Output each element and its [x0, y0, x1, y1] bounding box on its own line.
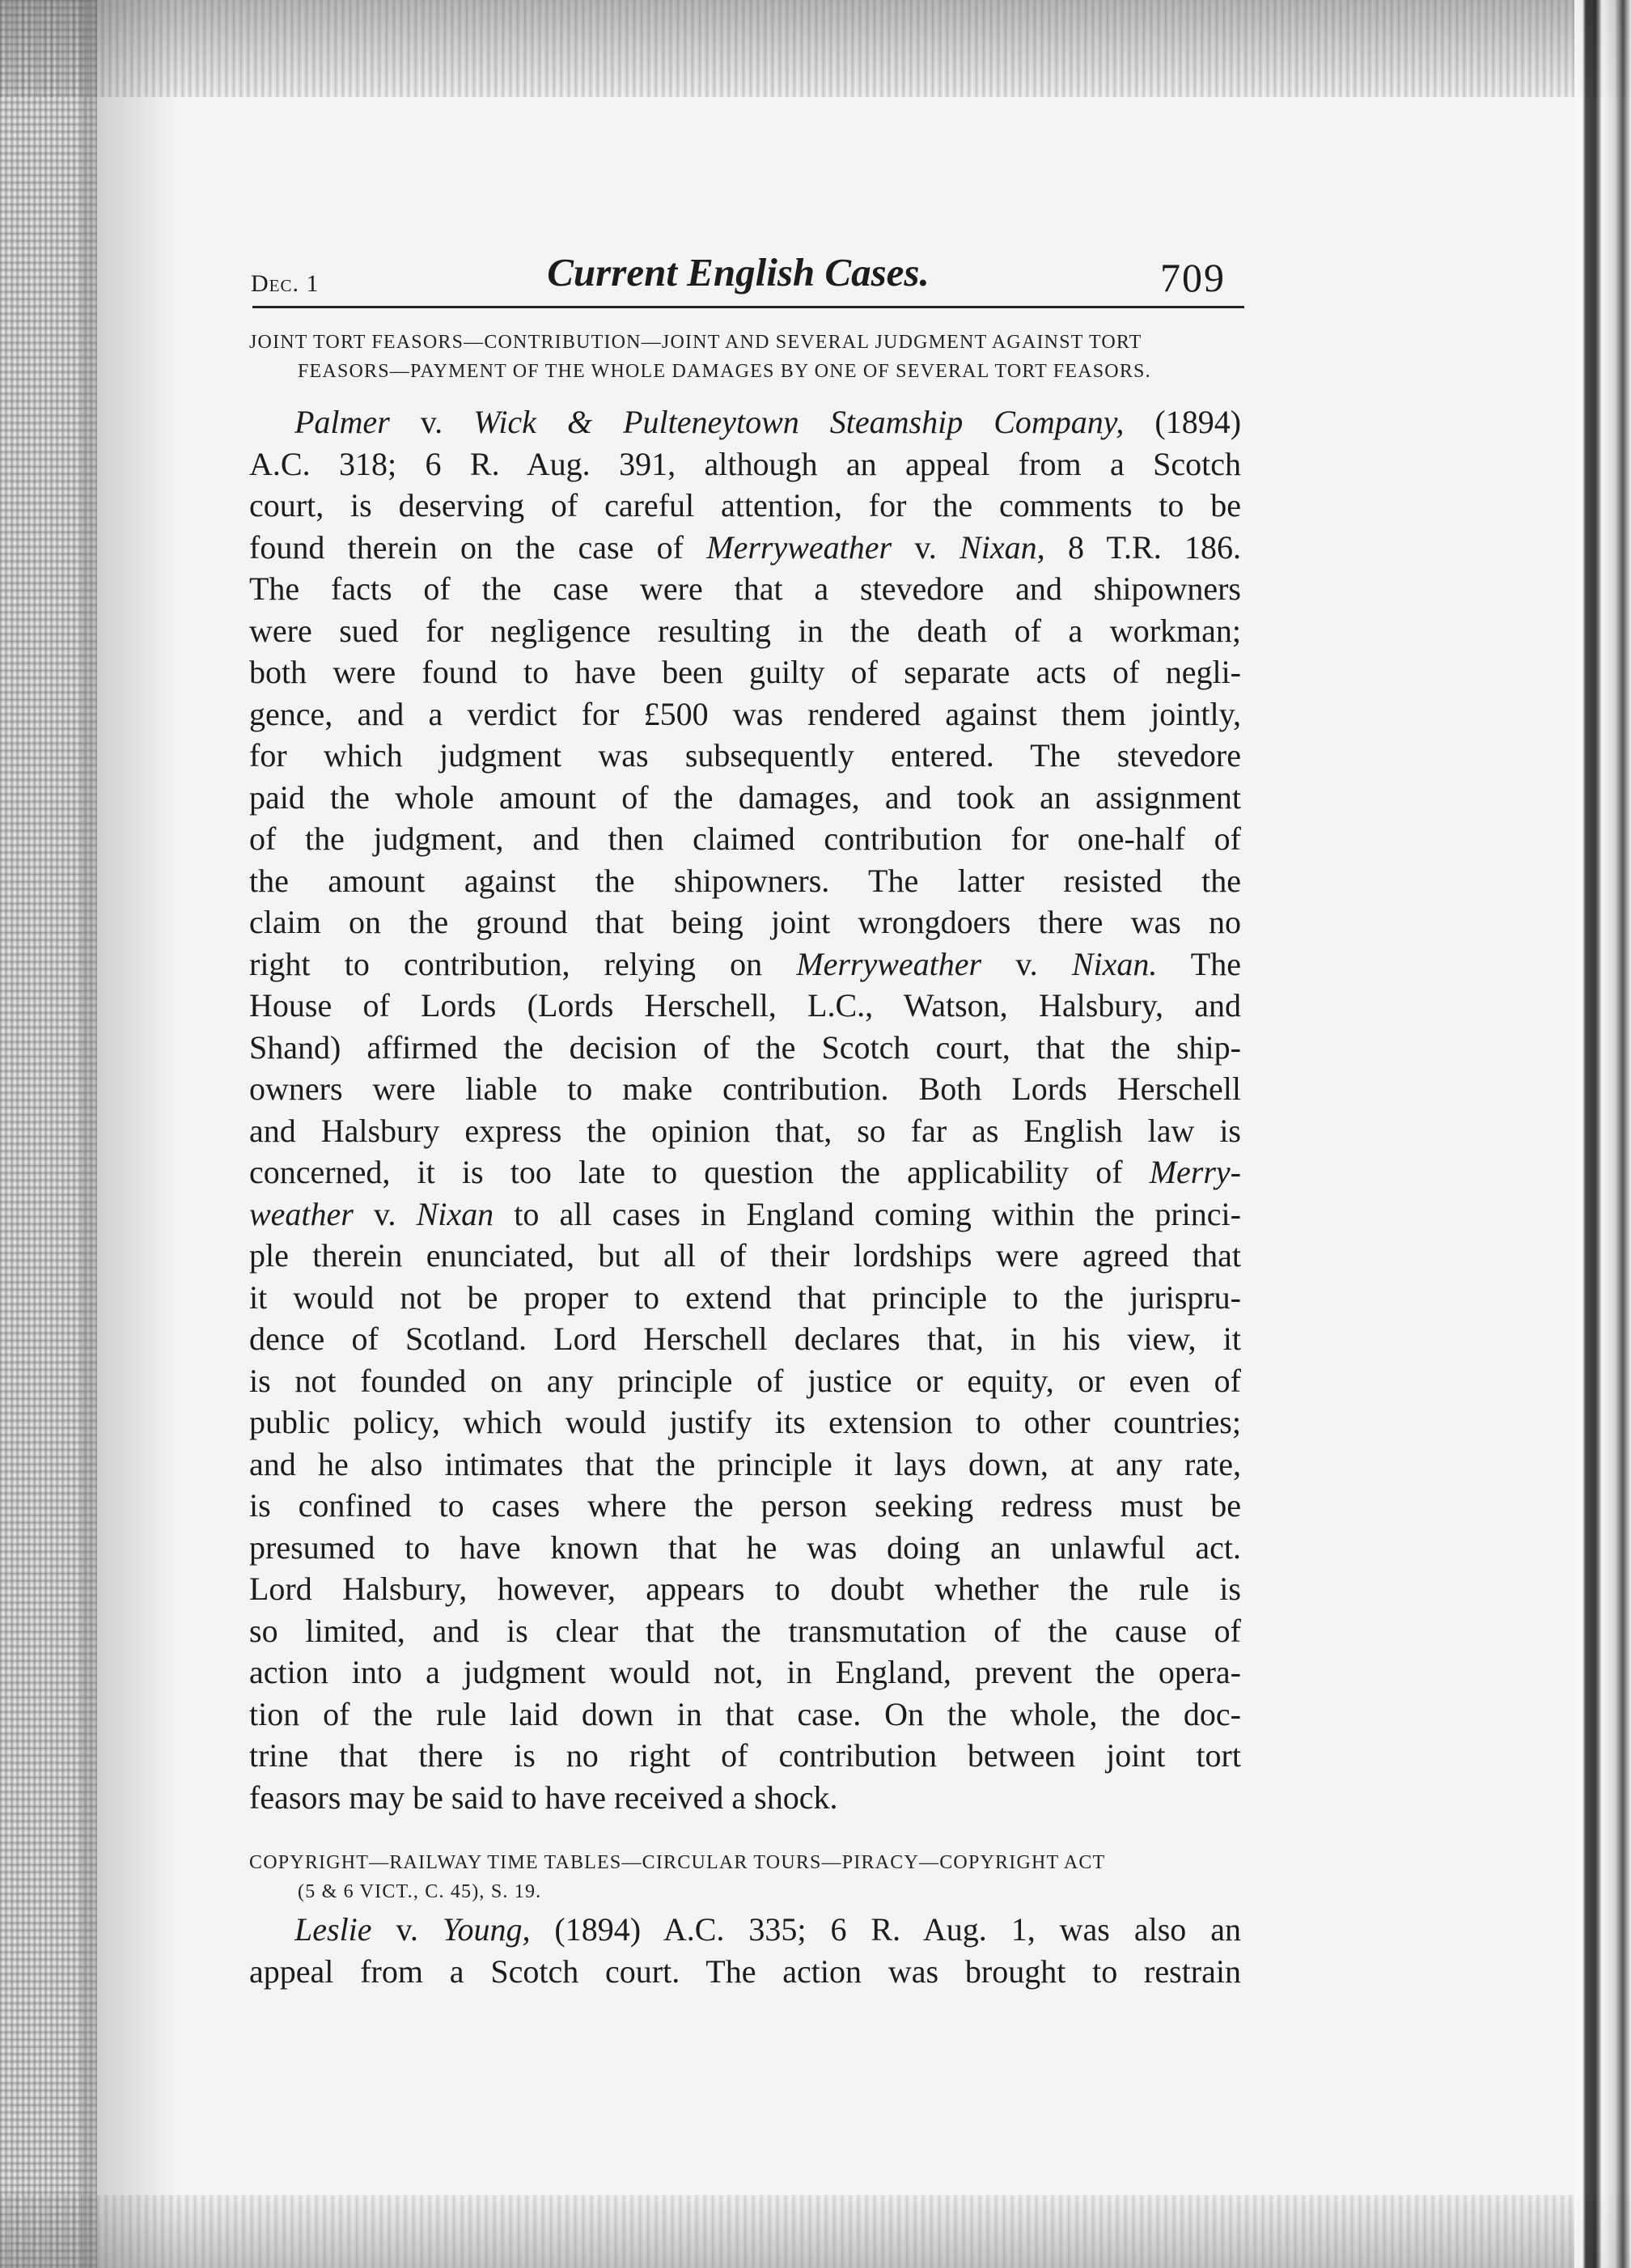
scan-edge-top: [0, 0, 1631, 97]
text-run: of the judgment, and then claimed contribution for one-half of: [249, 820, 1241, 857]
text-run: paid the whole amount of the damages, and took an assignment: [249, 778, 1241, 816]
heading-line: JOINT TORT FEASORS—CONTRIBUTION—JOINT AND SEVERAL JUDGMENT AGAINST TORT: [249, 332, 1142, 353]
case-name: Merry-: [1149, 1154, 1241, 1190]
text-line: [249, 943, 1241, 986]
text-run: and Halsbury express the opinion that, so far as English law is: [249, 1112, 1241, 1149]
text-line: [249, 1951, 1241, 1993]
paragraph-palmer-v-wick: [249, 401, 1241, 1818]
text-line: [249, 735, 1241, 777]
text-run: appeal from a Scotch court. The action was brought to restrain: [249, 1952, 1241, 1990]
text-line: [249, 1527, 1241, 1569]
text-run: The facts of the case were that a stevedore and shipowners: [249, 570, 1241, 607]
text-run: both were found to have been guilty of separate acts of negli-: [249, 654, 1241, 690]
text-line: [249, 1027, 1241, 1069]
text-run: v.: [981, 945, 1072, 982]
text-run: claim on the ground that being joint wrongdoers there was no: [249, 904, 1241, 940]
text-line: [249, 1151, 1241, 1193]
text-run: the amount against the shipowners. The latter resisted the: [249, 862, 1241, 899]
running-header: [251, 249, 1226, 306]
text-line: [249, 777, 1241, 819]
text-run: Lord Halsbury, however, appears to doubt whether the rule is: [249, 1571, 1241, 1607]
text-line: [249, 860, 1241, 902]
text-line: [249, 1568, 1241, 1610]
text-line: [249, 901, 1241, 943]
text-line: [249, 1110, 1241, 1152]
text-line: [249, 1777, 1241, 1819]
section-heading-joint-tort-feasors: [249, 328, 1244, 386]
text-line: [249, 693, 1241, 736]
case-name: Wick & Pulteneytown Steamship Company,: [473, 404, 1125, 440]
text-line: [249, 1610, 1241, 1652]
text-run: v.: [892, 528, 960, 566]
text-line: [249, 1735, 1241, 1777]
text-run: were sued for negligence resulting in the death of a workman;: [249, 612, 1241, 649]
case-name: Nixan: [416, 1195, 494, 1232]
case-name: Leslie: [294, 1911, 372, 1948]
case-name: Nixan,: [960, 528, 1045, 566]
text-run: is confined to cases where the person seeking redress must be: [249, 1487, 1241, 1524]
page-number: 709: [1160, 255, 1226, 300]
text-run: Shand) affirmed the decision of the Scotch court, that the ship-: [249, 1028, 1241, 1066]
header-date: Dec. 1: [251, 270, 320, 297]
text-run: action into a judgment would not, in England, prevent the opera-: [249, 1654, 1241, 1690]
text-line: [249, 1694, 1241, 1736]
text-run: right to contribution, relying on: [249, 945, 797, 982]
text-line: [249, 1401, 1241, 1443]
text-run: gence, and a verdict for £500 was rendered against them jointly,: [249, 695, 1241, 732]
case-name: Young,: [442, 1911, 531, 1948]
text-line: [249, 1360, 1241, 1402]
text-line: [249, 1485, 1241, 1527]
text-line: [249, 1651, 1241, 1694]
text-line: [249, 985, 1241, 1027]
scan-edge-bottom: [0, 2195, 1631, 2268]
text-run: owners were liable to make contribution. Both Lords Herschell: [249, 1070, 1241, 1107]
text-run: presumed to have known that he was doing an unlawful act.: [249, 1528, 1241, 1566]
text-run: A.C. 318; 6 R. Aug. 391, although an appeal from a Scotch: [249, 445, 1241, 482]
text-run: (1894): [1124, 404, 1242, 440]
text-line: [249, 1909, 1241, 1951]
text-run: so limited, and is clear that the transmutation of the cause of: [249, 1612, 1241, 1649]
text-run: to all cases in England coming within the princi-: [494, 1195, 1241, 1232]
text-run: it would not be proper to extend that principle to the jurispru-: [249, 1278, 1241, 1316]
text-run: tion of the rule laid down in that case. On the whole, the doc-: [249, 1695, 1241, 1732]
text-run: The: [1157, 945, 1241, 982]
text-line: [249, 443, 1241, 485]
case-name: Merryweather: [706, 528, 892, 566]
heading-line: COPYRIGHT—RAILWAY TIME TABLES—CIRCULAR TOURS—PIRACY—COPYRIGHT ACT: [249, 1852, 1106, 1873]
case-name: Merryweather: [796, 945, 982, 982]
paragraph-leslie-v-young: [249, 1909, 1241, 1992]
text-run: court, is deserving of careful attention, for the comments to be: [249, 487, 1241, 524]
heading-line: FEASORS—PAYMENT OF THE WHOLE DAMAGES BY ONE OF SEVERAL TORT FEASORS.: [298, 361, 1151, 382]
text-run: is not founded on any principle of justice or equity, or even of: [249, 1362, 1241, 1399]
text-run: dence of Scotland. Lord Herschell declares that, in his view, it: [249, 1321, 1241, 1357]
text-run: found therein on the case of: [249, 528, 707, 566]
scan-edge-right: [1574, 0, 1631, 2268]
text-line: [249, 1277, 1241, 1319]
text-line: [249, 1318, 1241, 1360]
text-run: (1894) A.C. 335; 6 R. Aug. 1, was also an: [530, 1911, 1241, 1948]
text-line: [249, 651, 1241, 693]
text-line: [249, 1193, 1241, 1236]
header-title: Current English Cases.: [547, 250, 930, 295]
text-line: [249, 818, 1241, 860]
section-heading-copyright: [249, 1848, 1244, 1906]
text-run: feasors may be said to have received a shock.: [249, 1778, 838, 1816]
header-rule: [252, 306, 1244, 308]
text-run: ple therein enunciated, but all of their lordships were agreed that: [249, 1237, 1241, 1274]
text-run: for which judgment was subsequently entered. The stevedore: [249, 737, 1241, 774]
text-run: v.: [371, 1911, 443, 1948]
text-line: [249, 1443, 1241, 1486]
case-name: weather: [249, 1195, 354, 1232]
text-run: v.: [353, 1195, 417, 1232]
text-line: [249, 527, 1241, 569]
text-run: House of Lords (Lords Herschell, L.C., Watson, Halsbury, and: [249, 987, 1241, 1024]
text-run: concerned, it is too late to question the applicability of: [249, 1154, 1150, 1190]
text-run: v.: [389, 404, 474, 440]
text-run: trine that there is no right of contribution between joint tort: [249, 1737, 1241, 1774]
text-line: [249, 401, 1241, 443]
text-line: [249, 1068, 1241, 1110]
text-line: [249, 610, 1241, 652]
text-line: [249, 1235, 1241, 1277]
scan-edge-left-shadow: [81, 0, 178, 2268]
heading-line: (5 & 6 VICT., C. 45), S. 19.: [298, 1881, 542, 1902]
text-run: public policy, which would justify its extension to other countries;: [249, 1404, 1241, 1440]
text-run: and he also intimates that the principle it lays down, at any rate,: [249, 1445, 1241, 1482]
text-run: 8 T.R. 186.: [1044, 528, 1242, 566]
case-name: Nixan.: [1071, 945, 1158, 982]
case-name: Palmer: [294, 404, 390, 440]
text-line: [249, 568, 1241, 610]
text-line: [249, 485, 1241, 527]
